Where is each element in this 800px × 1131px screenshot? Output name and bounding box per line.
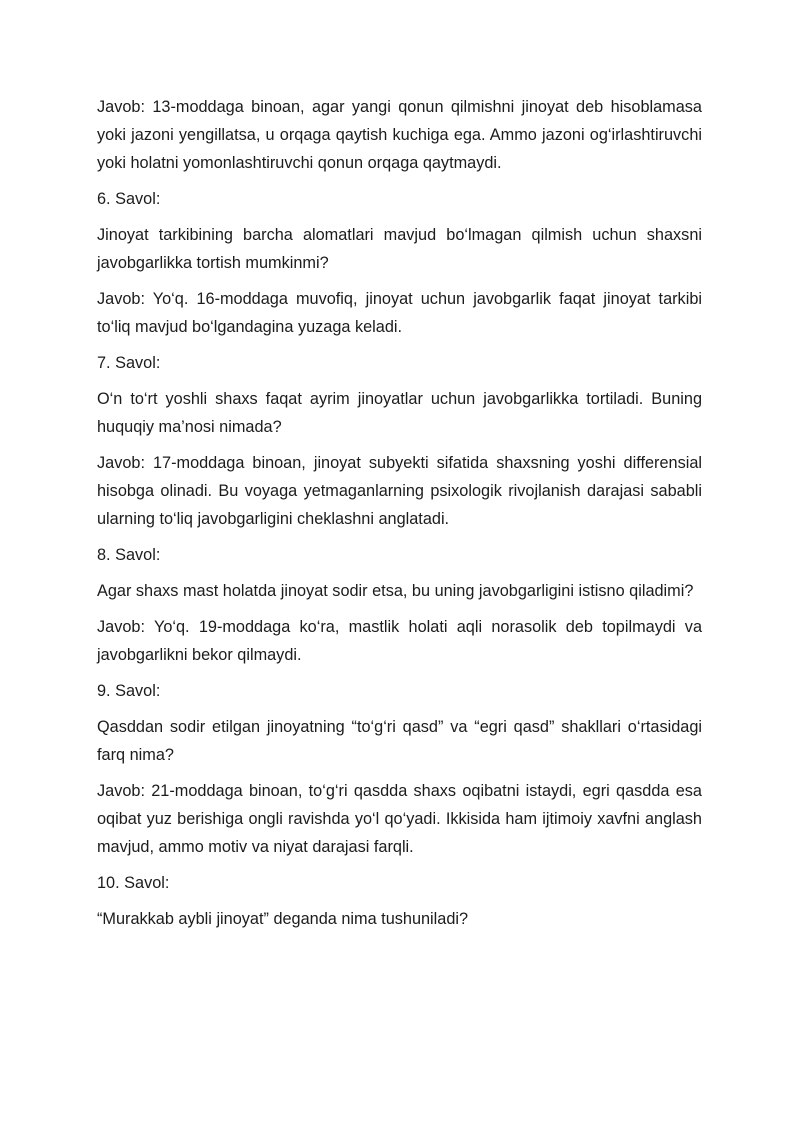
- answer-paragraph-6: Javob: Yo‘q. 16-moddaga muvofiq, jinoyat uchun javobgarlik faqat jinoyat tarkibi to‘liq mavjud bo‘lgandagina yuzaga keladi.: [97, 290, 702, 336]
- question-paragraph-7: O‘n to‘rt yoshli shaxs faqat ayrim jinoyatlar uchun javobgarlikka tortiladi. Buning huquqiy ma’nosi nimada?: [97, 390, 702, 436]
- answer-paragraph-8: Javob: Yo‘q. 19-moddaga ko‘ra, mastlik holati aqli norasolik deb topilmaydi va javobgarlikni bekor qilmaydi.: [97, 618, 702, 664]
- question-heading-9: 9. Savol:: [97, 682, 161, 700]
- question-paragraph-8: Agar shaxs mast holatda jinoyat sodir etsa, bu uning javobgarligini istisno qiladimi?: [97, 582, 694, 600]
- question-paragraph-6: Jinoyat tarkibining barcha alomatlari mavjud bo‘lmagan qilmish uchun shaxsni javobgarlikka tortish mumkinmi?: [97, 226, 702, 272]
- question-heading-7: 7. Savol:: [97, 354, 161, 372]
- answer-paragraph: Javob: 13-moddaga binoan, agar yangi qonun qilmishni jinoyat deb hisoblamasa yoki jazoni yengillatsa, u orqaga qaytish kuchiga ega. Ammo jazoni og‘irlashtiruvchi yoki holatni yomonlashtiruvchi qonun orqaga qaytmaydi.: [97, 98, 702, 172]
- question-heading-6: 6. Savol:: [97, 190, 161, 208]
- question-paragraph-10: “Murakkab aybli jinoyat” deganda nima tushuniladi?: [97, 910, 469, 928]
- answer-paragraph-7: Javob: 17-moddaga binoan, jinoyat subyekti sifatida shaxsning yoshi differensial hisobga olinadi. Bu voyaga yetmaganlarning psixologik rivojlanish darajasi sababli ularning to‘liq javobgarligini cheklashni anglatadi.: [97, 454, 702, 528]
- document-body: [97, 93, 702, 941]
- answer-paragraph-9: Javob: 21-moddaga binoan, to‘g‘ri qasdda shaxs oqibatni istaydi, egri qasdda esa oqibat yuz berishiga ongli ravishda yo‘l qo‘yadi. Ikkisida ham ijtimoiy xavfni anglash mavjud, ammo motiv va niyat darajasi farqli.: [97, 782, 702, 856]
- question-heading-8: 8. Savol:: [97, 546, 161, 564]
- question-heading-10: 10. Savol:: [97, 874, 170, 892]
- question-paragraph-9: Qasddan sodir etilgan jinoyatning “to‘g‘ri qasd” va “egri qasd” shakllari o‘rtasidagi farq nima?: [97, 718, 702, 764]
